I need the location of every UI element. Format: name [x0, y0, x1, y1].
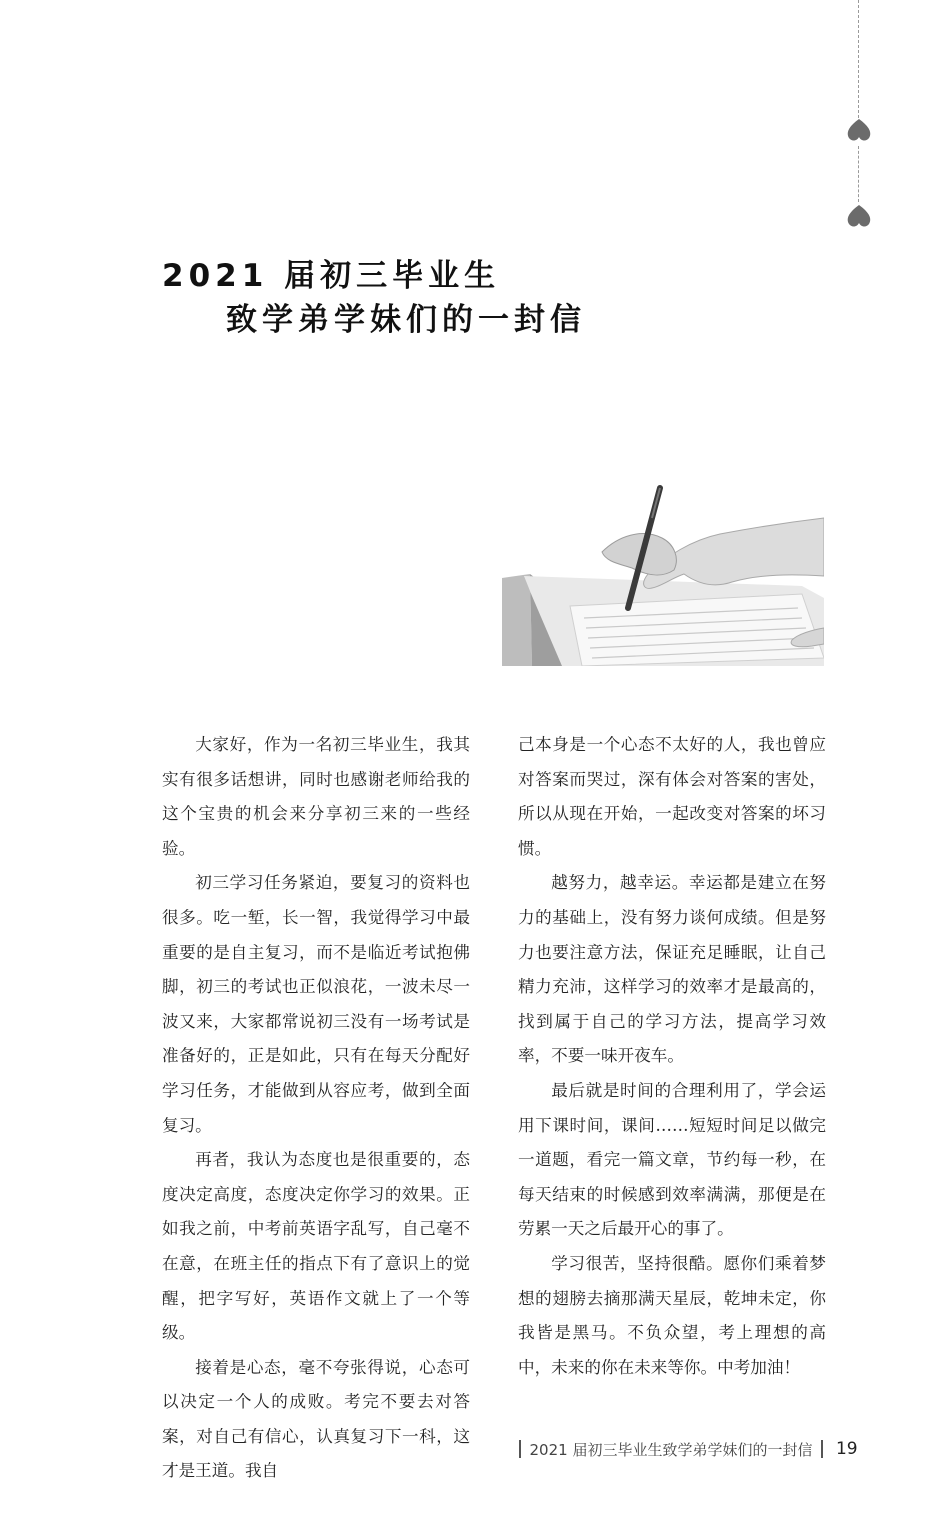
paragraph: 学习很苦，坚持很酷。愿你们乘着梦想的翅膀去摘那满天星辰，乾坤未定，你我皆是黑马。不负众望，考上理想的高中，未来的你在未来等你。中考加油！	[518, 1253, 826, 1377]
decorative-dotted-line	[858, 0, 859, 118]
paragraph: 大家好，作为一名初三毕业生，我其实有很多话想讲，同时也感谢老师给我的这个宝贵的机会来分享初三来的一些经验。	[162, 735, 470, 858]
page-number: 19	[835, 1439, 858, 1459]
paragraph: 再者，我认为态度也是很重要的，态度决定高度，态度决定你学习的效果。正如我之前，中考前英语字乱写，自己毫不在意，在班主任的指点下有了意识上的觉醒，把字写好，英语作文就上了一个等级。	[162, 1150, 470, 1343]
page-title-line1: 2021 届初三毕业生	[162, 258, 501, 294]
body-column-right	[518, 728, 826, 1385]
body-column-left	[162, 728, 470, 1489]
divider	[519, 1440, 521, 1458]
page-footer	[510, 1436, 858, 1462]
heart-icon	[845, 202, 873, 230]
running-title: 2021 届初三毕业生致学弟学妹们的一封信	[529, 1440, 813, 1459]
divider	[821, 1440, 823, 1458]
paragraph: 初三学习任务紧迫，要复习的资料也很多。吃一堑，长一智，我觉得学习中最重要的是自主复习，而不是临近考试抱佛脚，初三的考试也正似浪花，一波未尽一波又来，大家都常说初三没有一场考试是准备好的，正是如此，只有在每天分配好学习任务，才能做到从容应考，做到全面复习。	[162, 873, 470, 1135]
paragraph: 己本身是一个心态不太好的人，我也曾应对答案而哭过，深有体会对答案的害处，所以从现在开始，一起改变对答案的坏习惯。	[518, 735, 826, 858]
paragraph: 最后就是时间的合理利用了，学会运用下课时间，课间……短短时间足以做完一道题，看完一篇文章，节约每一秒，在每天结束的时候感到效率满满，那便是在劳累一天之后最开心的事了。	[518, 1080, 826, 1239]
decorative-dotted-line	[858, 146, 859, 202]
page-title-line2: 致学弟学妹们的一封信	[226, 302, 586, 338]
paragraph: 接着是心态，毫不夸张得说，心态可以决定一个人的成败。考完不要去对答案，对自己有信心，认真复习下一科，这才是王道。我自	[162, 1357, 470, 1481]
hand-writing-photo	[502, 478, 824, 666]
heart-icon	[845, 116, 873, 144]
paragraph: 越努力，越幸运。幸运都是建立在努力的基础上，没有努力谈何成绩。但是努力也要注意方法，保证充足睡眠，让自己精力充沛，这样学习的效率才是最高的，找到属于自己的学习方法，提高学习效率，不要一味开夜车。	[518, 873, 826, 1066]
